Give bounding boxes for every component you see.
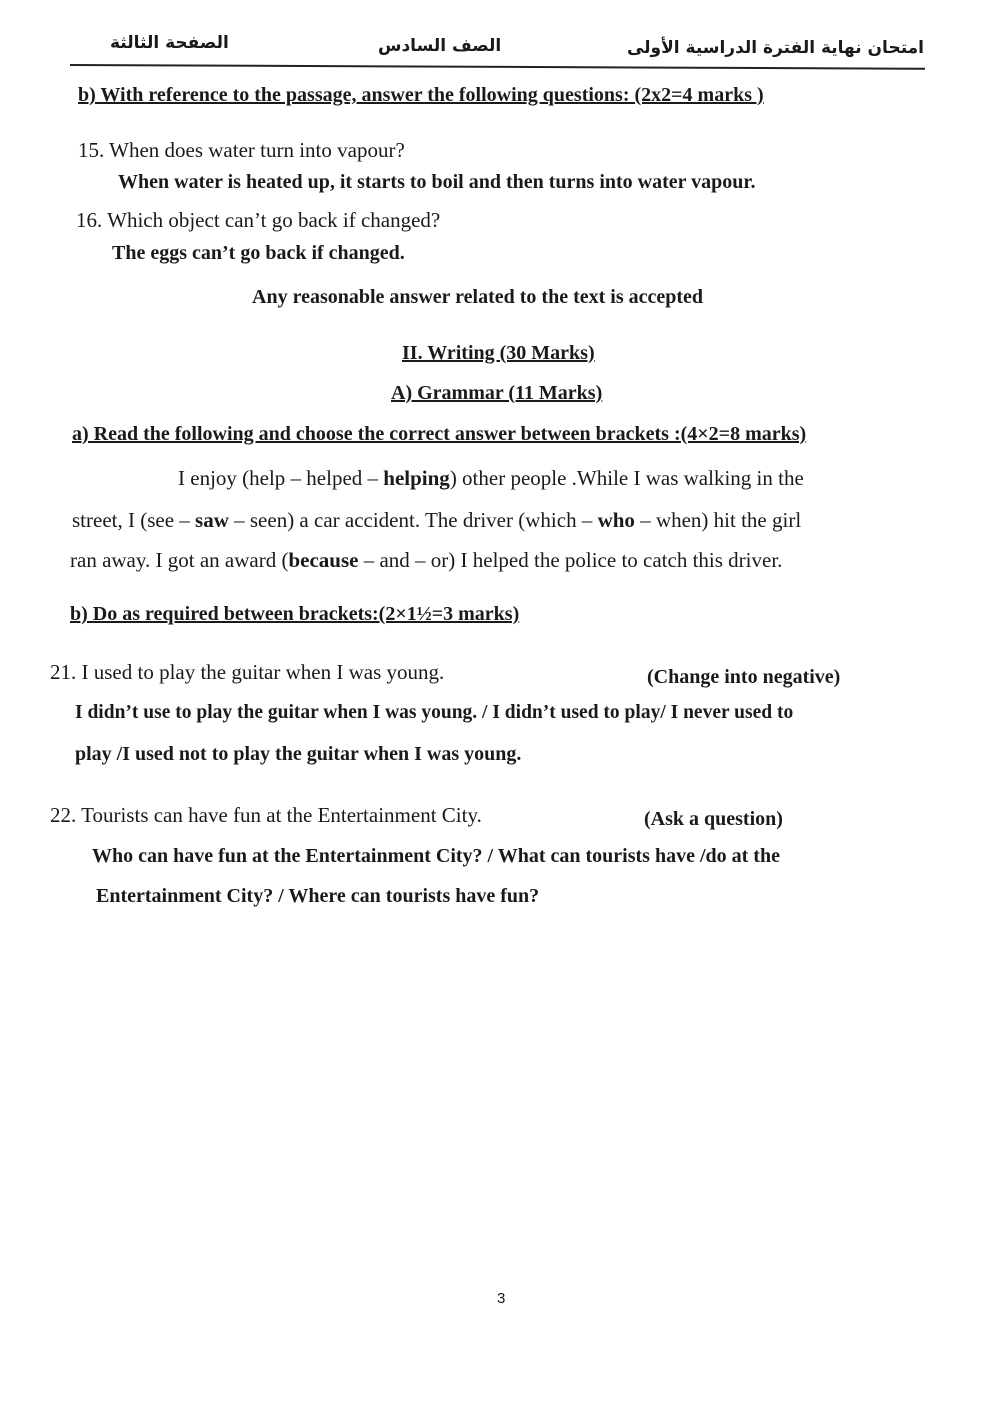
header-page-label: الصفحة الثالثة [110,33,229,53]
reading-questions-heading: b) With reference to the passage, answer the following questions: (2x2=4 marks ) [78,84,764,106]
text-segment: ran away. I got an award ( [70,548,289,572]
text-segment: street, I (see – [72,508,196,532]
correct-answer-because: because [288,548,359,572]
answer-22-line-2: Entertainment City? / Where can tourists have fun? [96,885,540,907]
header-right-title: امتحان نهاية الفترة الدراسية الأولى [626,38,924,58]
grammar-title: A) Grammar (11 Marks) [391,382,603,404]
header-divider [70,64,925,70]
text-segment: I enjoy (help – helped – [178,466,384,490]
answer-21-line-1: I didn’t use to play the guitar when I was young. / I didn’t used to play/ I never used to [75,702,794,723]
question-15: 15. When does water turn into vapour? [78,138,405,162]
grammar-a-line-2 [72,508,801,533]
answer-16: The eggs can’t go back if changed. [112,242,405,264]
answer-15: When water is heated up, it starts to boil and then turns into water vapour. [118,171,756,193]
question-21-instruction: (Change into negative) [647,666,841,688]
text-segment: – seen) a car accident. The driver (which – [228,508,598,532]
question-22-instruction: (Ask a question) [644,808,783,830]
writing-title: II. Writing (30 Marks) [402,342,595,364]
text-segment: ) other people .While I was walking in the [449,466,804,490]
question-21: 21. I used to play the guitar when I was young. [50,660,445,684]
correct-answer-helping: helping [383,466,450,490]
question-16: 16. Which object can’t go back if changed? [76,208,441,232]
correct-answer-saw: saw [195,508,229,532]
grammar-a-line-1 [178,466,804,491]
question-22: 22. Tourists can have fun at the Entertainment City. [50,803,482,827]
answer-21-line-2: play /I used not to play the guitar when I was young. [75,743,522,765]
text-segment: – when) hit the girl [634,508,802,532]
grammar-b-heading: b) Do as required between brackets:(2×1½=3 marks) [70,603,520,625]
marking-note: Any reasonable answer related to the text is accepted [252,286,704,308]
page-number: 3 [497,1290,506,1307]
grammar-a-line-3 [70,548,782,573]
correct-answer-who: who [597,508,635,532]
grammar-a-heading: a) Read the following and choose the correct answer between brackets :(4×2=8 marks) [72,423,807,445]
answer-22-line-1: Who can have fun at the Entertainment City? / What can tourists have /do at the [92,845,780,867]
text-segment: – and – or) I helped the police to catch this driver. [358,548,783,572]
header-grade: الصف السادس [378,36,502,56]
